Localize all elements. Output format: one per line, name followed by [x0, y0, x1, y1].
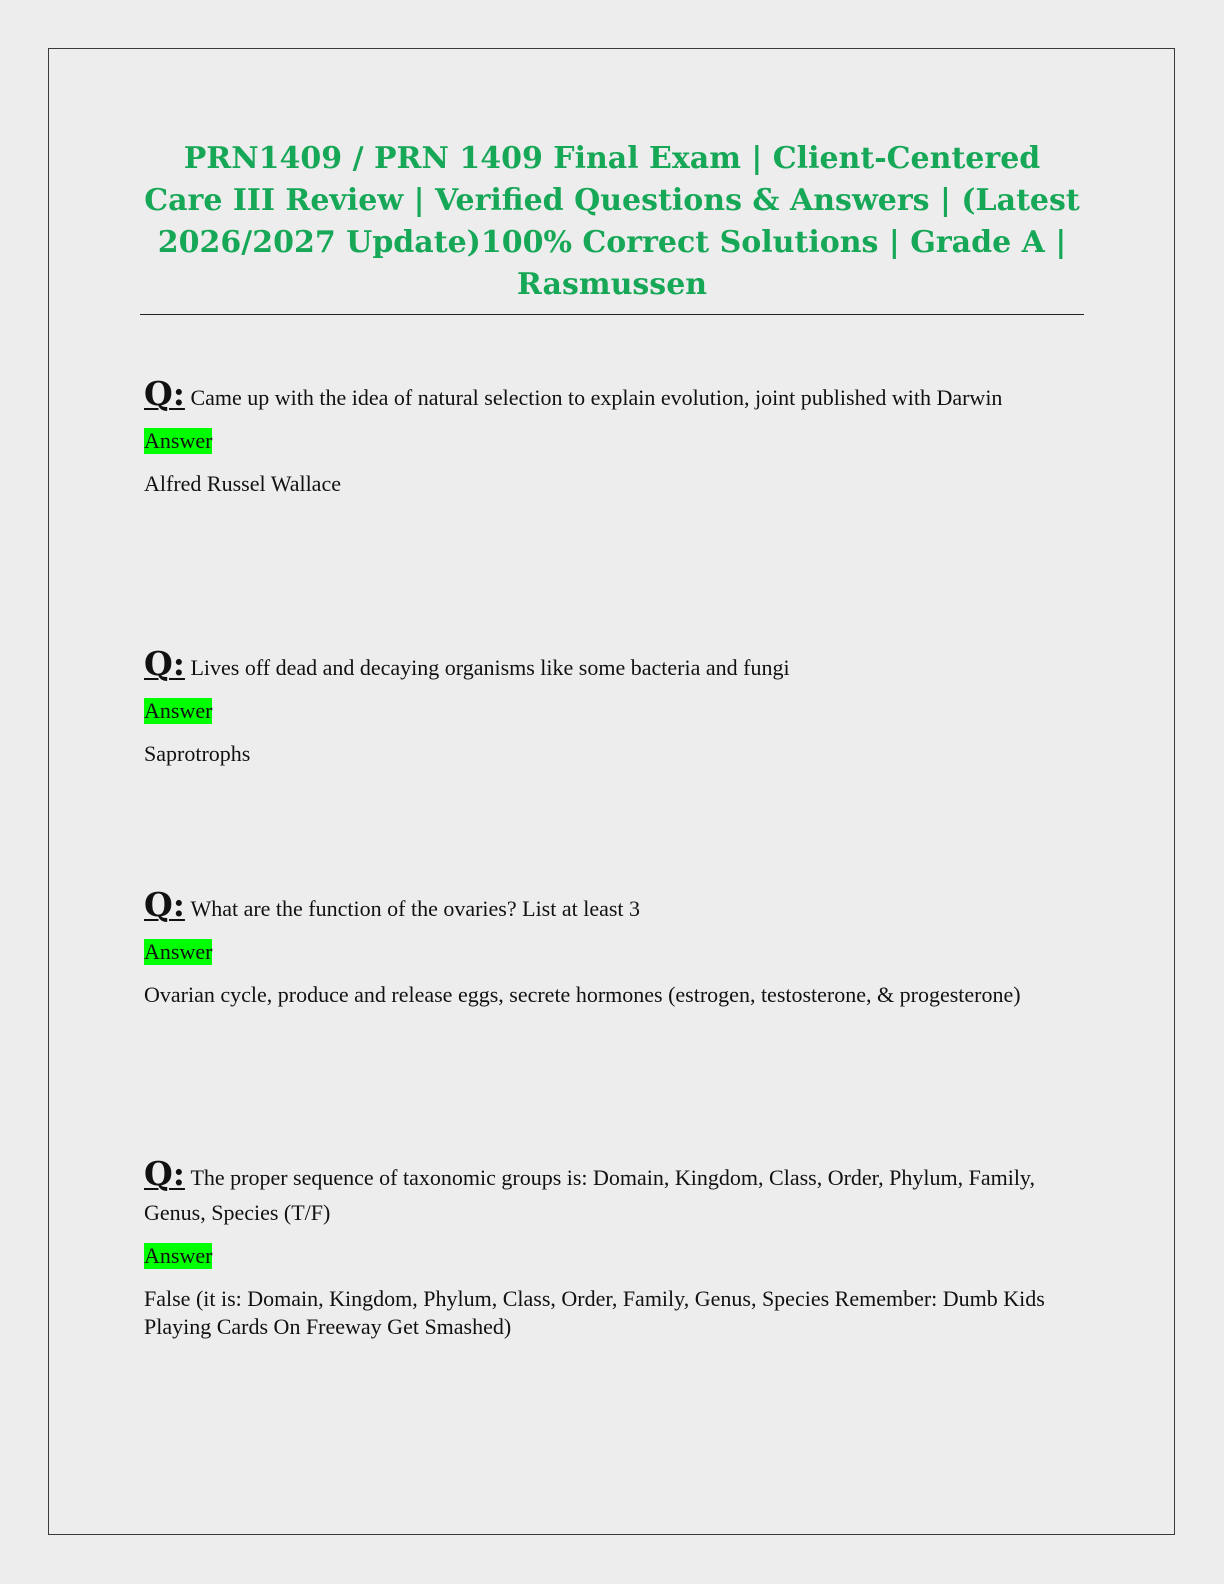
- answer-text: False (it is: Domain, Kingdom, Phylum, Class, Order, Family, Genus, Species Remember: Dumb Kids Playing Cards On Freeway Get Smashed): [144, 1286, 1045, 1339]
- question-prefix: Q:: [144, 374, 185, 413]
- question-prefix: Q:: [144, 1154, 185, 1193]
- answer-text: Ovarian cycle, produce and release eggs, secrete hormones (estrogen, testosterone, & progesterone): [144, 982, 1021, 1007]
- question-4: [144, 1156, 1084, 1230]
- title-divider: [140, 314, 1084, 315]
- question-text: Lives off dead and decaying organisms like some bacteria and fungi: [190, 655, 790, 680]
- question-prefix: Q:: [144, 885, 185, 924]
- question-2: [144, 646, 1084, 685]
- question-3: [144, 887, 1084, 926]
- answer-label: Answer: [144, 428, 213, 453]
- answer-label: Answer: [144, 939, 213, 964]
- document-title: PRN1409 / PRN 1409 Final Exam | Client-Centered Care III Review | Verified Questions & Answers | (Latest 2026/2027 Update)100% Correct Solutions | Grade A | Rasmussen: [144, 141, 1080, 302]
- qa-item-2: [144, 646, 1084, 768]
- qa-item-3: [144, 887, 1084, 1009]
- answer-label: Answer: [144, 1243, 213, 1268]
- answer-text: Alfred Russel Wallace: [144, 471, 341, 496]
- answer-label: Answer: [144, 698, 213, 723]
- question-1: [144, 376, 1084, 415]
- question-text: Came up with the idea of natural selection to explain evolution, joint published with Darwin: [190, 385, 1003, 410]
- question-text: What are the function of the ovaries? List at least 3: [190, 896, 641, 921]
- question-prefix: Q:: [144, 644, 185, 683]
- qa-item-4: [144, 1156, 1084, 1341]
- question-text: The proper sequence of taxonomic groups is: Domain, Kingdom, Class, Order, Phylum, Family, Genus, Species (T/F): [144, 1165, 1035, 1225]
- answer-text: Saprotrophs: [144, 741, 251, 766]
- qa-item-1: [144, 376, 1084, 498]
